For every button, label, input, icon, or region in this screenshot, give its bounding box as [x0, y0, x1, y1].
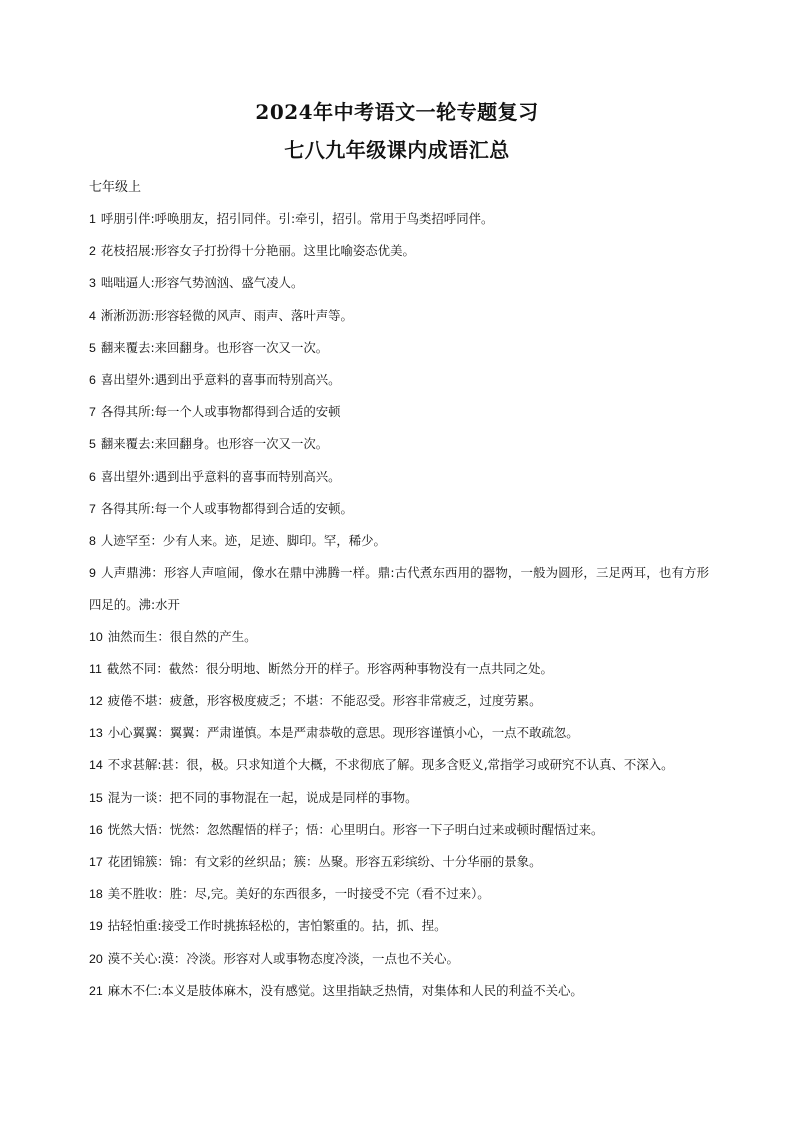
entry-number: 7 [89, 405, 96, 420]
entry-number: 3 [89, 276, 96, 291]
entry-text: 咄咄逼人:形容气势汹汹、盛气凌人。 [100, 275, 304, 291]
entry-number: 5 [89, 340, 96, 355]
document-title: 2024年中考语文一轮专题复习 [255, 100, 539, 124]
entry-text: 小心翼翼：翼翼：严肃谨慎。本是严肃恭敬的意思。现形容谨慎小心，一点不敢疏忽。 [107, 725, 579, 741]
entry-text: 油然而生：很自然的产生。 [107, 628, 257, 644]
entry-number: 1 [89, 212, 96, 226]
entry-number: 17 [89, 855, 103, 870]
entry-text: 拈轻怕重:接受工作时挑拣轻松的，害怕繁重的。拈，抓、捏。 [107, 918, 447, 934]
entry-text: 不求甚解:甚：很，极。只求知道个大概，不求彻底了解。现多含贬义,常指学习或研究不认真、不深入。 [107, 757, 674, 773]
idiom-entry [89, 653, 709, 685]
entry-number: 5 [89, 437, 96, 452]
idiom-entry [89, 267, 709, 299]
idiom-entry [89, 749, 709, 781]
entry-text: 喜出望外:遇到出乎意料的喜事而特别高兴。 [100, 468, 341, 484]
entry-number: 2 [89, 244, 96, 259]
entry-number: 13 [89, 726, 103, 741]
entry-text: 人迹罕至：少有人来。迹，足迹、脚印。罕，稀少。 [100, 533, 386, 549]
entry-text: 恍然大悟：恍然：忽然醒悟的样子；悟：心里明白。形容一下子明白过来或顿时醒悟过来。 [107, 821, 604, 837]
document-subtitle: 七八九年级课内成语汇总 [284, 138, 510, 162]
entry-number: 21 [89, 983, 103, 998]
entry-text: 呼朋引伴:呼唤朋友，招引同伴。引:牵引，招引。常用于鸟类招呼同伴。 [100, 211, 494, 226]
idiom-entry [89, 557, 709, 620]
idiom-entry [89, 782, 709, 814]
idiom-entry [89, 685, 709, 717]
entry-number: 18 [89, 887, 103, 902]
idiom-entry [89, 717, 709, 749]
entry-number: 6 [89, 469, 96, 484]
entry-number: 4 [89, 308, 96, 323]
entry-text: 花团锦簇：锦：有文彩的丝织品；簇：丛聚。形容五彩缤纷、十分华丽的景象。 [107, 854, 542, 870]
entry-number: 16 [89, 822, 103, 837]
idiom-entry [89, 364, 709, 396]
idiom-entry [89, 493, 709, 525]
idiom-entry [89, 428, 709, 460]
idiom-entry [89, 235, 709, 267]
idiom-entry [89, 846, 709, 878]
entry-number: 12 [89, 694, 103, 709]
idiom-list [89, 203, 709, 1007]
section-heading: 七年级上 [89, 180, 142, 195]
idiom-entry [89, 203, 709, 235]
entry-number: 6 [89, 373, 96, 388]
entry-text: 翻来覆去:来回翻身。也形容一次又一次。 [100, 339, 329, 355]
entry-text: 各得其所:每一个人或事物都得到合适的安顿 [100, 404, 341, 420]
entry-number: 9 [89, 566, 96, 581]
idiom-entry [89, 396, 709, 428]
idiom-entry [89, 975, 709, 1007]
entry-text: 花枝招展:形容女子打扮得十分艳丽。这里比喻姿态优美。 [100, 243, 415, 259]
idiom-entry [89, 461, 709, 493]
idiom-entry [89, 300, 709, 332]
idiom-entry [89, 621, 709, 653]
idiom-entry [89, 943, 709, 975]
entry-text: 疲倦不堪：疲惫，形容极度疲乏；不堪：不能忍受。形容非常疲乏，过度劳累。 [107, 693, 542, 709]
entry-text: 截然不同：截然：很分明地、断然分开的样子。形容两种事物没有一点共同之处。 [106, 660, 553, 676]
idiom-entry [89, 525, 709, 557]
entry-number: 20 [89, 951, 103, 966]
entry-text: 各得其所:每一个人或事物都得到合适的安顿。 [100, 500, 353, 516]
idiom-entry [89, 814, 709, 846]
entry-text: 麻木不仁:本义是肢体麻木，没有感觉。这里指缺乏热情，对集体和人民的利益不关心。 [107, 982, 583, 998]
idiom-entry [89, 878, 709, 910]
entry-text: 混为一谈：把不同的事物混在一起，说成是同样的事物。 [107, 789, 418, 805]
entry-number: 7 [89, 501, 96, 516]
entry-text: 美不胜收：胜：尽,完。美好的东西很多，一时接受不完（看不过来）。 [107, 886, 490, 902]
entry-number: 14 [89, 758, 103, 773]
entry-text: 喜出望外:遇到出乎意料的喜事而特别高兴。 [100, 372, 341, 388]
entry-text: 翻来覆去:来回翻身。也形容一次又一次。 [100, 436, 329, 452]
entry-number: 8 [89, 534, 96, 549]
entry-number: 15 [89, 790, 103, 805]
entry-text: 人声鼎沸：形容人声喧闹，像水在鼎中沸腾一样。鼎:古代煮东西用的器物，一般为圆形，三足两耳，也有方形四足的。沸:水开 [89, 565, 709, 613]
entry-text: 漠不关心:漠：冷淡。形容对人或事物态度冷淡，一点也不关心。 [107, 950, 459, 966]
idiom-entry [89, 910, 709, 942]
entry-number: 11 [89, 661, 102, 676]
entry-number: 10 [89, 629, 103, 644]
entry-text: 淅淅沥沥:形容轻微的风声、雨声、落叶声等。 [100, 307, 353, 323]
entry-number: 19 [89, 919, 103, 934]
idiom-entry [89, 332, 709, 364]
